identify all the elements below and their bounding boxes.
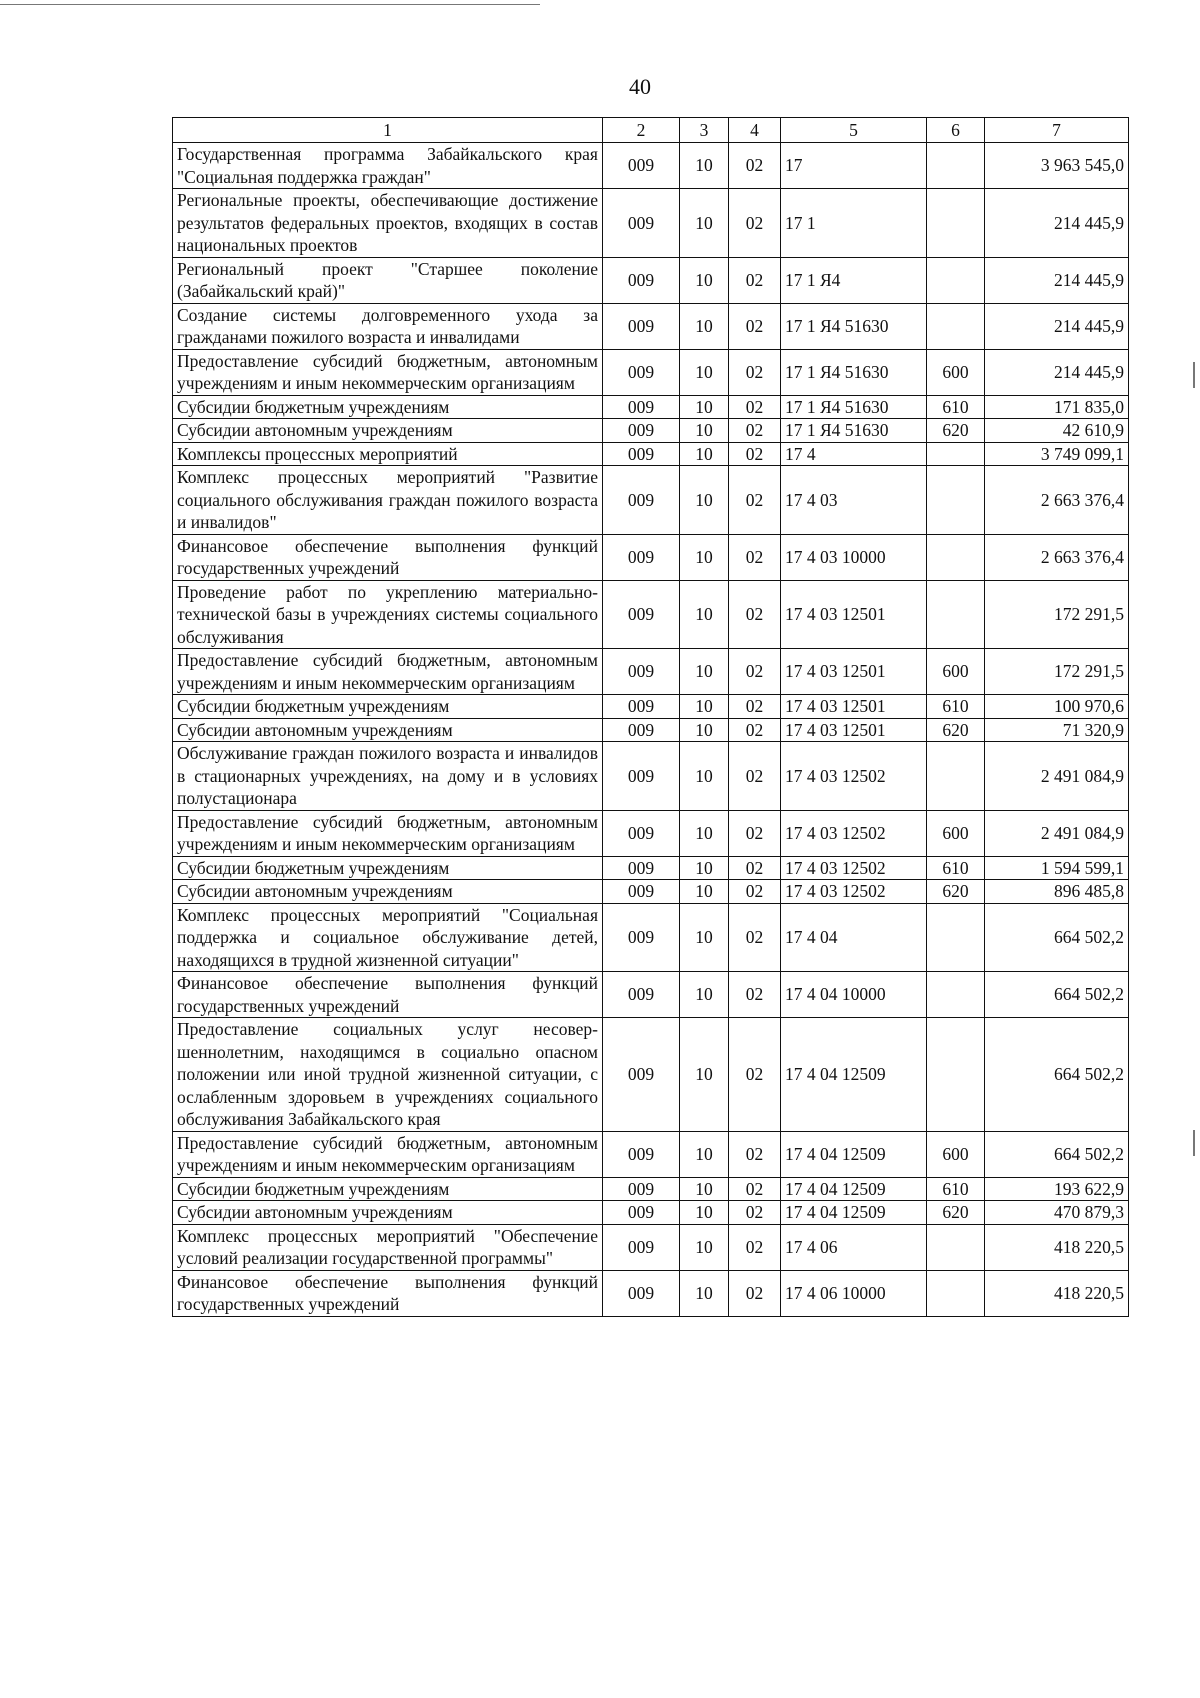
row-target-cell: 17 4 06 — [781, 1224, 927, 1270]
table-row — [173, 395, 1129, 419]
row-subsection-cell: 02 — [729, 1018, 781, 1132]
row-amount-cell: 3 963 545,0 — [985, 143, 1129, 189]
row-ministry-cell: 009 — [603, 1270, 680, 1316]
row-name-cell: Субсидии автономным учреждениям — [173, 718, 603, 742]
row-amount-cell: 664 502,2 — [985, 1018, 1129, 1132]
row-name-cell: Предоставление субсидий бюджетным, автономным учреждениям и иным некоммерческим организациям — [173, 1131, 603, 1177]
row-ministry-cell: 009 — [603, 395, 680, 419]
row-name-cell: Субсидии бюджетным учреждениям — [173, 1177, 603, 1201]
row-name-cell: Государственная программа Забайкальского края "Социальная поддержка граждан" — [173, 143, 603, 189]
row-expense-type-cell — [927, 1018, 985, 1132]
row-name-cell: Финансовое обеспечение выполнения функций государственных учреждений — [173, 1270, 603, 1316]
row-subsection-cell: 02 — [729, 349, 781, 395]
row-name-cell: Комплекс процессных мероприятий "Обеспечение условий реализации государственной программы" — [173, 1224, 603, 1270]
table-row — [173, 695, 1129, 719]
row-subsection-cell: 02 — [729, 189, 781, 258]
table-row — [173, 1270, 1129, 1316]
table-row — [173, 257, 1129, 303]
budget-table — [172, 117, 1129, 1317]
table-row — [173, 1018, 1129, 1132]
row-ministry-cell: 009 — [603, 972, 680, 1018]
row-subsection-cell: 02 — [729, 442, 781, 466]
row-section-cell: 10 — [680, 972, 729, 1018]
table-row — [173, 580, 1129, 649]
row-expense-type-cell: 620 — [927, 880, 985, 904]
row-subsection-cell: 02 — [729, 580, 781, 649]
table-row — [173, 1224, 1129, 1270]
row-target-cell: 17 4 03 12502 — [781, 880, 927, 904]
table-row — [173, 303, 1129, 349]
row-ministry-cell: 009 — [603, 880, 680, 904]
row-subsection-cell: 02 — [729, 810, 781, 856]
row-target-cell: 17 4 03 12501 — [781, 580, 927, 649]
row-target-cell: 17 4 03 12501 — [781, 695, 927, 719]
row-target-cell: 17 4 03 12502 — [781, 810, 927, 856]
row-section-cell: 10 — [680, 580, 729, 649]
row-ministry-cell: 009 — [603, 1018, 680, 1132]
row-section-cell: 10 — [680, 1270, 729, 1316]
row-expense-type-cell: 600 — [927, 649, 985, 695]
row-name-cell: Региональные проекты, обеспечивающие достижение результатов федеральных проектов, входящих в состав национальных проектов — [173, 189, 603, 258]
row-target-cell: 17 4 06 10000 — [781, 1270, 927, 1316]
row-name-cell: Предоставление субсидий бюджетным, автономным учреждениям и иным некоммерческим организациям — [173, 810, 603, 856]
row-expense-type-cell — [927, 534, 985, 580]
row-ministry-cell: 009 — [603, 856, 680, 880]
row-ministry-cell: 009 — [603, 810, 680, 856]
row-section-cell: 10 — [680, 395, 729, 419]
row-expense-type-cell: 610 — [927, 1177, 985, 1201]
row-ministry-cell: 009 — [603, 1224, 680, 1270]
row-section-cell: 10 — [680, 349, 729, 395]
row-amount-cell: 470 879,3 — [985, 1201, 1129, 1225]
row-amount-cell: 214 445,9 — [985, 303, 1129, 349]
row-subsection-cell: 02 — [729, 395, 781, 419]
scan-top-rule — [0, 4, 540, 5]
row-subsection-cell: 02 — [729, 1201, 781, 1225]
row-amount-cell: 418 220,5 — [985, 1270, 1129, 1316]
row-ministry-cell: 009 — [603, 1201, 680, 1225]
row-name-cell: Предоставление социальных услуг несовершеннолетним, находящимся в социально опасном положении или иной трудной жизненной ситуации, с ослабленным здоровьем в учреждениях социального обслуживания Забайкальского края — [173, 1018, 603, 1132]
row-amount-cell: 172 291,5 — [985, 649, 1129, 695]
row-name-cell: Субсидии автономным учреждениям — [173, 1201, 603, 1225]
row-subsection-cell: 02 — [729, 1131, 781, 1177]
table-row — [173, 880, 1129, 904]
row-expense-type-cell — [927, 742, 985, 811]
row-amount-cell: 664 502,2 — [985, 903, 1129, 972]
row-ministry-cell: 009 — [603, 742, 680, 811]
row-section-cell: 10 — [680, 466, 729, 535]
row-ministry-cell: 009 — [603, 466, 680, 535]
row-ministry-cell: 009 — [603, 349, 680, 395]
row-expense-type-cell — [927, 143, 985, 189]
row-amount-cell: 1 594 599,1 — [985, 856, 1129, 880]
row-expense-type-cell — [927, 303, 985, 349]
row-ministry-cell: 009 — [603, 649, 680, 695]
row-amount-cell: 2 491 084,9 — [985, 810, 1129, 856]
row-subsection-cell: 02 — [729, 1270, 781, 1316]
table-row — [173, 442, 1129, 466]
table-row — [173, 903, 1129, 972]
row-subsection-cell: 02 — [729, 419, 781, 443]
row-amount-cell: 418 220,5 — [985, 1224, 1129, 1270]
row-amount-cell: 42 610,9 — [985, 419, 1129, 443]
row-ministry-cell: 009 — [603, 903, 680, 972]
row-amount-cell: 214 445,9 — [985, 189, 1129, 258]
row-amount-cell: 3 749 099,1 — [985, 442, 1129, 466]
row-amount-cell: 2 663 376,4 — [985, 466, 1129, 535]
row-name-cell: Финансовое обеспечение выполнения функций государственных учреждений — [173, 972, 603, 1018]
row-name-cell: Финансовое обеспечение выполнения функций государственных учреждений — [173, 534, 603, 580]
table-row — [173, 810, 1129, 856]
row-target-cell: 17 4 04 12509 — [781, 1131, 927, 1177]
row-amount-cell: 214 445,9 — [985, 257, 1129, 303]
row-target-cell: 17 1 Я4 51630 — [781, 419, 927, 443]
row-section-cell: 10 — [680, 419, 729, 443]
row-target-cell: 17 1 Я4 51630 — [781, 303, 927, 349]
row-section-cell: 10 — [680, 695, 729, 719]
row-subsection-cell: 02 — [729, 303, 781, 349]
table-row — [173, 856, 1129, 880]
table-row — [173, 718, 1129, 742]
row-name-cell: Субсидии автономным учреждениям — [173, 880, 603, 904]
scan-margin-mark — [1193, 1130, 1195, 1156]
row-subsection-cell: 02 — [729, 880, 781, 904]
table-row — [173, 419, 1129, 443]
row-section-cell: 10 — [680, 1131, 729, 1177]
row-section-cell: 10 — [680, 303, 729, 349]
row-ministry-cell: 009 — [603, 442, 680, 466]
row-section-cell: 10 — [680, 1224, 729, 1270]
row-name-cell: Комплексы процессных мероприятий — [173, 442, 603, 466]
row-amount-cell: 71 320,9 — [985, 718, 1129, 742]
row-subsection-cell: 02 — [729, 466, 781, 535]
row-section-cell: 10 — [680, 1018, 729, 1132]
row-ministry-cell: 009 — [603, 534, 680, 580]
row-amount-cell: 664 502,2 — [985, 1131, 1129, 1177]
table-row — [173, 466, 1129, 535]
row-target-cell: 17 4 03 12501 — [781, 649, 927, 695]
row-target-cell: 17 1 — [781, 189, 927, 258]
table-row — [173, 349, 1129, 395]
row-name-cell: Предоставление субсидий бюджетным, автономным учреждениям и иным некоммерческим организациям — [173, 649, 603, 695]
row-name-cell: Обслуживание граждан пожилого возраста и инвалидов в стационарных учреждениях, на дому и в условиях полустационара — [173, 742, 603, 811]
row-ministry-cell: 009 — [603, 143, 680, 189]
row-amount-cell: 171 835,0 — [985, 395, 1129, 419]
row-amount-cell: 896 485,8 — [985, 880, 1129, 904]
row-target-cell: 17 1 Я4 51630 — [781, 349, 927, 395]
row-amount-cell: 193 622,9 — [985, 1177, 1129, 1201]
row-expense-type-cell: 620 — [927, 718, 985, 742]
row-ministry-cell: 009 — [603, 1131, 680, 1177]
row-name-cell: Проведение работ по укреплению материально-технической базы в учреждениях системы социального обслуживания — [173, 580, 603, 649]
row-expense-type-cell: 620 — [927, 1201, 985, 1225]
row-name-cell: Субсидии бюджетным учреждениям — [173, 695, 603, 719]
row-name-cell: Субсидии бюджетным учреждениям — [173, 856, 603, 880]
row-section-cell: 10 — [680, 880, 729, 904]
table-row — [173, 143, 1129, 189]
row-subsection-cell: 02 — [729, 649, 781, 695]
row-section-cell: 10 — [680, 1177, 729, 1201]
row-ministry-cell: 009 — [603, 303, 680, 349]
row-subsection-cell: 02 — [729, 972, 781, 1018]
row-target-cell: 17 4 04 12509 — [781, 1177, 927, 1201]
row-ministry-cell: 009 — [603, 257, 680, 303]
row-target-cell: 17 4 04 10000 — [781, 972, 927, 1018]
table-row — [173, 1131, 1129, 1177]
row-target-cell: 17 4 03 10000 — [781, 534, 927, 580]
row-subsection-cell: 02 — [729, 695, 781, 719]
row-ministry-cell: 009 — [603, 695, 680, 719]
header-cell-5: 5 — [781, 118, 927, 143]
row-target-cell: 17 — [781, 143, 927, 189]
row-expense-type-cell — [927, 257, 985, 303]
row-target-cell: 17 1 Я4 — [781, 257, 927, 303]
row-name-cell: Комплекс процессных мероприятий "Развитие социального обслуживания граждан пожилого возраста и инвалидов" — [173, 466, 603, 535]
table-row — [173, 189, 1129, 258]
header-cell-1: 1 — [173, 118, 603, 143]
row-target-cell: 17 1 Я4 51630 — [781, 395, 927, 419]
row-target-cell: 17 4 — [781, 442, 927, 466]
row-section-cell: 10 — [680, 143, 729, 189]
row-subsection-cell: 02 — [729, 1177, 781, 1201]
row-name-cell: Субсидии автономным учреждениям — [173, 419, 603, 443]
header-cell-4: 4 — [729, 118, 781, 143]
row-expense-type-cell: 610 — [927, 395, 985, 419]
row-target-cell: 17 4 03 — [781, 466, 927, 535]
row-expense-type-cell — [927, 466, 985, 535]
row-amount-cell: 2 491 084,9 — [985, 742, 1129, 811]
row-section-cell: 10 — [680, 257, 729, 303]
row-target-cell: 17 4 04 12509 — [781, 1018, 927, 1132]
row-expense-type-cell: 610 — [927, 856, 985, 880]
row-ministry-cell: 009 — [603, 189, 680, 258]
scan-margin-mark — [1193, 362, 1195, 388]
row-ministry-cell: 009 — [603, 580, 680, 649]
page-number: 40 — [629, 74, 651, 99]
row-name-cell: Создание системы долговременного ухода за гражданами пожилого возраста и инвалидами — [173, 303, 603, 349]
row-ministry-cell: 009 — [603, 419, 680, 443]
row-expense-type-cell: 620 — [927, 419, 985, 443]
row-expense-type-cell: 600 — [927, 1131, 985, 1177]
row-expense-type-cell: 600 — [927, 810, 985, 856]
row-name-cell: Комплекс процессных мероприятий "Социальная поддержка и социальное обслуживание детей, находящихся в трудной жизненной ситуации" — [173, 903, 603, 972]
row-target-cell: 17 4 03 12502 — [781, 742, 927, 811]
row-expense-type-cell — [927, 1270, 985, 1316]
row-expense-type-cell — [927, 972, 985, 1018]
row-subsection-cell: 02 — [729, 534, 781, 580]
table-row — [173, 972, 1129, 1018]
row-expense-type-cell — [927, 442, 985, 466]
row-expense-type-cell: 600 — [927, 349, 985, 395]
row-amount-cell: 172 291,5 — [985, 580, 1129, 649]
row-amount-cell: 214 445,9 — [985, 349, 1129, 395]
header-cell-7: 7 — [985, 118, 1129, 143]
row-subsection-cell: 02 — [729, 143, 781, 189]
row-amount-cell: 664 502,2 — [985, 972, 1129, 1018]
row-expense-type-cell: 610 — [927, 695, 985, 719]
row-ministry-cell: 009 — [603, 1177, 680, 1201]
table-row — [173, 742, 1129, 811]
row-section-cell: 10 — [680, 442, 729, 466]
row-target-cell: 17 4 04 — [781, 903, 927, 972]
table-row — [173, 1201, 1129, 1225]
row-name-cell: Предоставление субсидий бюджетным, автономным учреждениям и иным некоммерческим организациям — [173, 349, 603, 395]
row-section-cell: 10 — [680, 742, 729, 811]
row-name-cell: Субсидии бюджетным учреждениям — [173, 395, 603, 419]
row-subsection-cell: 02 — [729, 742, 781, 811]
row-subsection-cell: 02 — [729, 718, 781, 742]
header-cell-2: 2 — [603, 118, 680, 143]
table-row — [173, 1177, 1129, 1201]
row-section-cell: 10 — [680, 903, 729, 972]
row-target-cell: 17 4 03 12501 — [781, 718, 927, 742]
row-amount-cell: 2 663 376,4 — [985, 534, 1129, 580]
table-row — [173, 534, 1129, 580]
row-expense-type-cell — [927, 189, 985, 258]
row-subsection-cell: 02 — [729, 1224, 781, 1270]
budget-table-body — [173, 118, 1129, 1317]
row-subsection-cell: 02 — [729, 257, 781, 303]
row-subsection-cell: 02 — [729, 903, 781, 972]
row-target-cell: 17 4 03 12502 — [781, 856, 927, 880]
row-name-cell: Региональный проект "Старшее поколение (Забайкальский край)" — [173, 257, 603, 303]
row-section-cell: 10 — [680, 189, 729, 258]
row-expense-type-cell — [927, 1224, 985, 1270]
row-amount-cell: 100 970,6 — [985, 695, 1129, 719]
row-target-cell: 17 4 04 12509 — [781, 1201, 927, 1225]
header-cell-6: 6 — [927, 118, 985, 143]
row-section-cell: 10 — [680, 856, 729, 880]
row-section-cell: 10 — [680, 718, 729, 742]
row-section-cell: 10 — [680, 534, 729, 580]
row-ministry-cell: 009 — [603, 718, 680, 742]
row-expense-type-cell — [927, 903, 985, 972]
row-section-cell: 10 — [680, 810, 729, 856]
row-section-cell: 10 — [680, 1201, 729, 1225]
row-subsection-cell: 02 — [729, 856, 781, 880]
column-number-header — [173, 118, 1129, 143]
row-expense-type-cell — [927, 580, 985, 649]
header-cell-3: 3 — [680, 118, 729, 143]
table-row — [173, 649, 1129, 695]
row-section-cell: 10 — [680, 649, 729, 695]
